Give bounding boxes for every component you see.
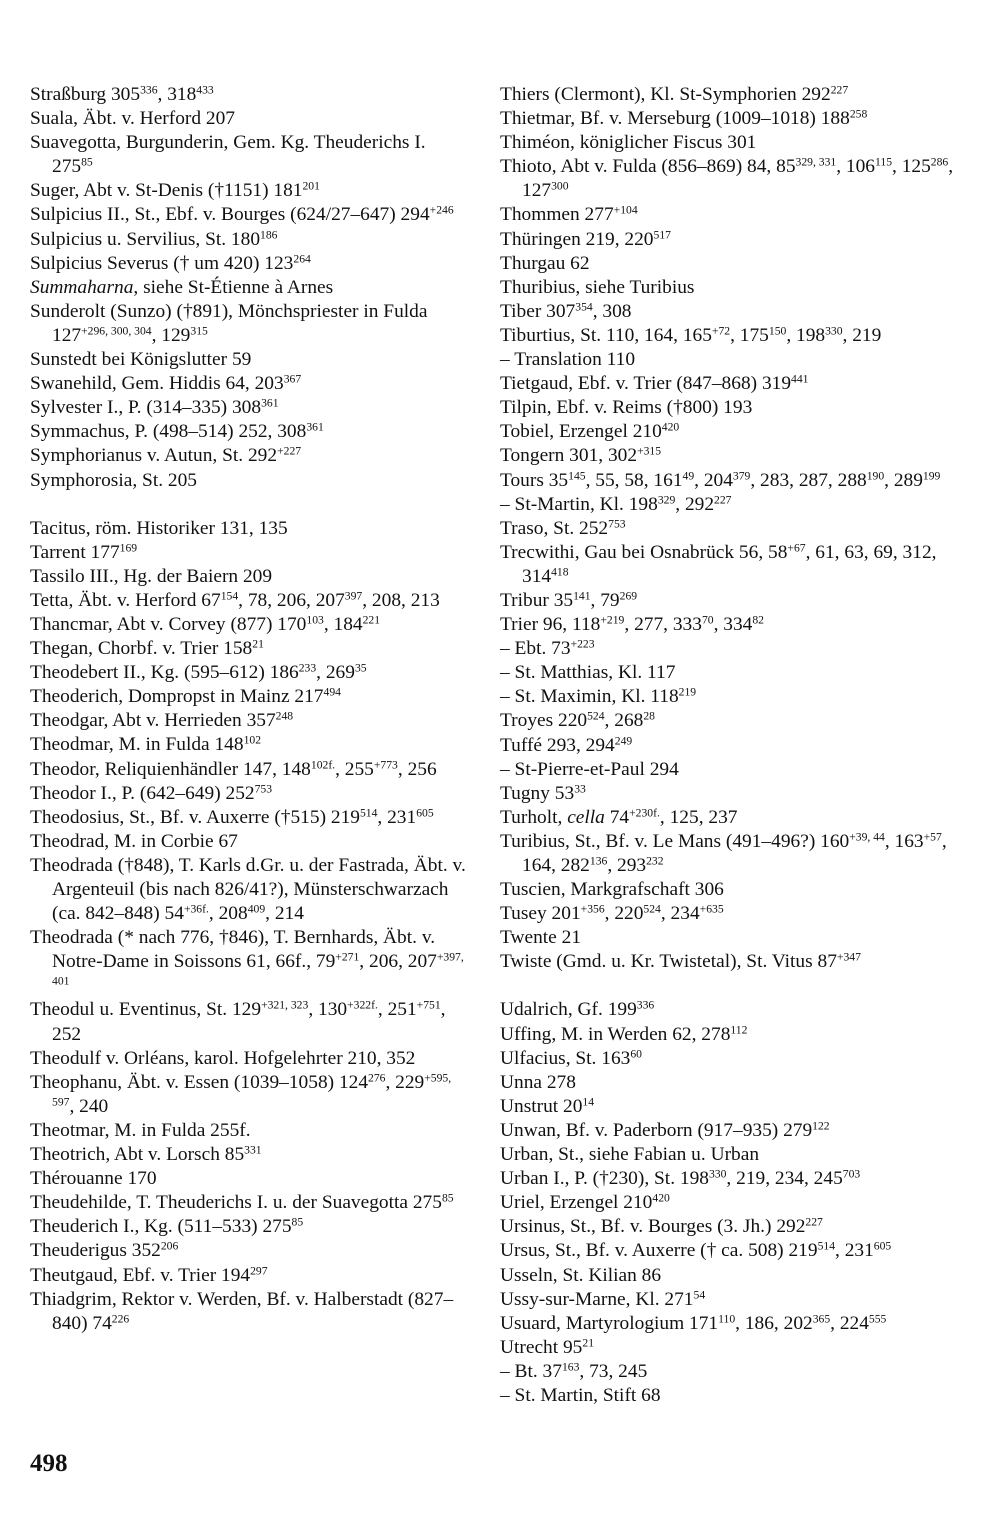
index-entry: Suala, Äbt. v. Herford 207: [30, 108, 235, 130]
index-entry: Thurgau 62: [500, 252, 590, 274]
index-entry: Twente 21: [500, 927, 582, 949]
index-entry: Thioto, Abt v. Fulda (856–869) 84, 85$^{329, 331}$, $106^{115}$, $125^{286}$, $127^{300}$: [500, 155, 954, 202]
index-entry: Tiburtius, St. 110, 164, $165^{+72}$, $175^{150}$, $198^{330}$, 219: [500, 324, 882, 346]
index-entry: Tribur $35^{141}$, $79^{269}$: [500, 589, 638, 611]
index-entry: Sulpicius Severus († um 420) $123^{264}$: [30, 252, 311, 274]
index-entry: Theotmar, M. in Fulda 255f.: [30, 1119, 251, 1141]
index-entry: Ulfacius, St. $163^{60}$: [500, 1047, 642, 1069]
index-entry: Unstrut $20^{14}$: [500, 1095, 595, 1117]
index-entry: Straßburg $305^{336}$, $318^{433}$: [30, 83, 214, 105]
index-entry: Ursus, St., Bf. v. Auxerre († ca. 508) $219^{514}$, $231^{605}$: [500, 1240, 892, 1262]
index-entry: Troyes $220^{524}$, $268^{28}$: [500, 710, 655, 732]
index-entry: – Ebt. $73^{+223}$: [500, 637, 595, 660]
index-entry: Thiers (Clermont), Kl. St-Symphorien $292^{227}$: [500, 83, 849, 105]
index-entry: – Translation 110: [500, 349, 636, 371]
index-entry: Tuscien, Markgrafschaft 306: [500, 879, 724, 901]
index-entry: Sylvester I., P. (314–335) $308^{361}$: [30, 396, 279, 419]
index-entry: Trecwithi, Gau bei Osnabrück 56, $58^{+67}$, 61, 63, 69, 312, $314^{418}$: [500, 541, 937, 587]
index-entry: Turibius, St., Bf. v. Le Mans (491–496?) $160^{+39, 44}$, $163^{+57}$, 164, $282^{136}$, $293^{232}$: [500, 830, 947, 876]
index-entry: Symmachus, P. (498–514) 252, $308^{361}$: [30, 420, 324, 443]
index-entry: Theuderich I., Kg. (511–533) $275^{85}$: [30, 1215, 304, 1238]
index-entry: Theodrad, M. in Corbie 67: [30, 830, 238, 852]
index-entry: Tours $35^{145}$, 55, 58, $161^{49}$, $204^{379}$, 283, 287, $288^{190}$, $289^{199}$: [500, 469, 941, 491]
index-entry: Tuffé 293, $294^{249}$: [500, 734, 633, 756]
index-entry: Theodor I., P. (642–649) $252^{753}$: [30, 782, 273, 804]
index-entry: Sunstedt bei Königslutter 59: [30, 349, 252, 371]
index-entry: Symphorosia, St. 205: [30, 469, 197, 491]
index-entry: Suavegotta, Burgunderin, Gem. Kg. Theuderichs I. $275^{85}$: [30, 132, 426, 178]
index-column-right: [500, 83, 970, 1408]
index-entry: Tobiel, Erzengel $210^{420}$: [500, 420, 680, 443]
index-entry: Theudehilde, T. Theuderichs I. u. der Suavegotta $275^{85}$: [30, 1191, 454, 1214]
index-entry: Symphorianus v. Autun, St. $292^{+227}$: [30, 445, 302, 467]
index-entry: Theodrada (* nach 776, †846), T. Bernhards, Äbt. v. Notre-Dame in Soissons 61, 66f., $79^{+271}$, 206, $207^{+397, 401}$: [30, 927, 464, 988]
index-entry: – Bt. $37^{163}$, 73, 245: [500, 1360, 648, 1382]
index-entry: Theodebert II., Kg. (595–612) $186^{233}$, $269^{35}$: [30, 661, 367, 684]
index-entry: Ursinus, St., Bf. v. Bourges (3. Jh.) $292^{227}$: [500, 1215, 823, 1238]
index-entry: Theodul u. Eventinus, St. $129^{+321, 323}$, $130^{+322f.}$, $251^{+751}$, 252: [30, 999, 446, 1045]
index-entry: Thegan, Chorbf. v. Trier $158^{21}$: [30, 637, 264, 660]
index-entry: Thuribius, siehe Turibius: [500, 276, 695, 298]
index-entry: Theodgar, Abt v. Herrieden $357^{248}$: [30, 709, 294, 732]
index-entry: Thérouanne 170: [30, 1168, 157, 1190]
index-entry: – St-Martin, Kl. $198^{329}$, $292^{227}$: [500, 493, 732, 515]
index-entry: Theophanu, Äbt. v. Essen (1039–1058) $124^{276}$, $229^{+595, 597}$, 240: [30, 1071, 452, 1117]
index-entry: Sulpicius II., St., Ebf. v. Bourges (624/27–647) $294^{+246}$: [30, 204, 454, 226]
index-entry: Trier 96, $118^{+219}$, 277, $333^{70}$, $334^{82}$: [500, 613, 764, 636]
index-entry: Tilpin, Ebf. v. Reims (†800) 193: [500, 397, 753, 419]
index-entry: Urban, St., siehe Fabian u. Urban: [500, 1144, 760, 1166]
index-entry: Unna 278: [500, 1071, 576, 1093]
index-entry: Tacitus, röm. Historiker 131, 135: [30, 517, 288, 539]
index-entry: Tarrent $177^{169}$: [30, 541, 138, 563]
index-entry: Twiste (Gmd. u. Kr. Twistetal), St. Vitus $87^{+347}$: [500, 950, 861, 973]
index-entry: Thiméon, königlicher Fiscus 301: [500, 132, 757, 154]
index-entry: Swanehild, Gem. Hiddis 64, $203^{367}$: [30, 372, 302, 395]
index-entry: Theoderich, Dompropst in Mainz $217^{494}$: [30, 685, 341, 708]
index-entry: Uffing, M. in Werden 62, $278^{112}$: [500, 1023, 748, 1045]
index-entry: Traso, St. $252^{753}$: [500, 517, 626, 539]
index-entry: Urban I., P. (†230), St. $198^{330}$, 219, 234, $245^{703}$: [500, 1167, 861, 1190]
index-entry: Unwan, Bf. v. Paderborn (917–935) $279^{122}$: [500, 1119, 830, 1141]
index-entry: Utrecht $95^{21}$: [500, 1336, 595, 1358]
index-entry: Thiadgrim, Rektor v. Werden, Bf. v. Halberstadt (827–840) $74^{226}$: [30, 1288, 454, 1334]
index-entry: Tassilo III., Hg. der Baiern 209: [30, 565, 273, 587]
index-entry: Theodosius, St., Bf. v. Auxerre (†515) $219^{514}$, $231^{605}$: [30, 806, 434, 828]
index-column-left: [30, 83, 466, 1336]
index-entry: Usseln, St. Kilian 86: [500, 1264, 662, 1286]
index-entry: – St. Martin, Stift 68: [500, 1384, 661, 1406]
index-entry: – St-Pierre-et-Paul 294: [500, 758, 679, 780]
index-entry: Theodmar, M. in Fulda $148^{102}$: [30, 734, 262, 756]
index-entry: Tietgaud, Ebf. v. Trier (847–868) $319^{441}$: [500, 372, 809, 395]
index-entry: Suger, Abt v. St-Denis (†1151) $181^{201}$: [30, 179, 320, 202]
index-entry: Summaharna, siehe St-Étienne à Arnes: [30, 276, 334, 298]
index-entry: Udalrich, Gf. $199^{336}$: [500, 999, 655, 1021]
index-entry: – St. Maximin, Kl. $118^{219}$: [500, 685, 697, 708]
index-entry: Tusey $201^{+356}$, $220^{524}$, $234^{+635}$: [500, 902, 724, 925]
index-entry: Sunderolt (Sunzo) (†891), Mönchspriester in Fulda $127^{+296, 300, 304}$, $129^{315}$: [30, 300, 428, 346]
index-entry: Theodor, Reliquienhändler 147, $148^{102f.}$, $255^{+773}$, 256: [30, 758, 437, 780]
index-entry: Tongern 301, $302^{+315}$: [500, 445, 662, 467]
index-entry: Theuderigus $352^{206}$: [30, 1240, 179, 1262]
index-entry: Uriel, Erzengel $210^{420}$: [500, 1191, 670, 1214]
index-entry: Turholt, cella $74^{+230f.}$, 125, 237: [500, 806, 738, 828]
page-number: 498: [30, 1450, 68, 1477]
index-entry: Theodulf v. Orléans, karol. Hofgelehrter 210, 352: [30, 1047, 416, 1069]
index-entry: Theutgaud, Ebf. v. Trier $194^{297}$: [30, 1264, 268, 1286]
index-entry: Usuard, Martyrologium $171^{110}$, 186, $202^{365}$, $224^{555}$: [500, 1312, 887, 1334]
index-entry: – St. Matthias, Kl. 117: [500, 662, 676, 684]
index-entry: Thietmar, Bf. v. Merseburg (1009–1018) $188^{258}$: [500, 107, 868, 130]
index-entry: Theotrich, Abt v. Lorsch $85^{331}$: [30, 1143, 262, 1166]
index-entry: Theodrada (†848), T. Karls d.Gr. u. der Fastrada, Äbt. v. Argenteuil (bis nach 826/41?), Münsterschwarzach (ca. 842–848) $54^{+36f.}$, $208^{409}$, 214: [30, 854, 466, 925]
section-gap: [30, 493, 466, 517]
index-entry: Tiber $307^{354}$, 308: [500, 300, 632, 322]
index-entry: Thancmar, Abt v. Corvey (877) $170^{103}$, $184^{221}$: [30, 613, 381, 635]
index-entry: Sulpicius u. Servilius, St. $180^{186}$: [30, 228, 278, 250]
index-entry: Ussy-sur-Marne, Kl. $271^{54}$: [500, 1288, 706, 1310]
index-entry: Tetta, Äbt. v. Herford $67^{154}$, 78, 206, $207^{397}$, 208, 213: [30, 589, 440, 611]
section-gap: [500, 974, 970, 998]
index-entry: Thommen $277^{+104}$: [500, 204, 638, 226]
index-entry: Tugny $53^{33}$: [500, 782, 586, 804]
index-entry: Thüringen 219, $220^{517}$: [500, 228, 671, 250]
